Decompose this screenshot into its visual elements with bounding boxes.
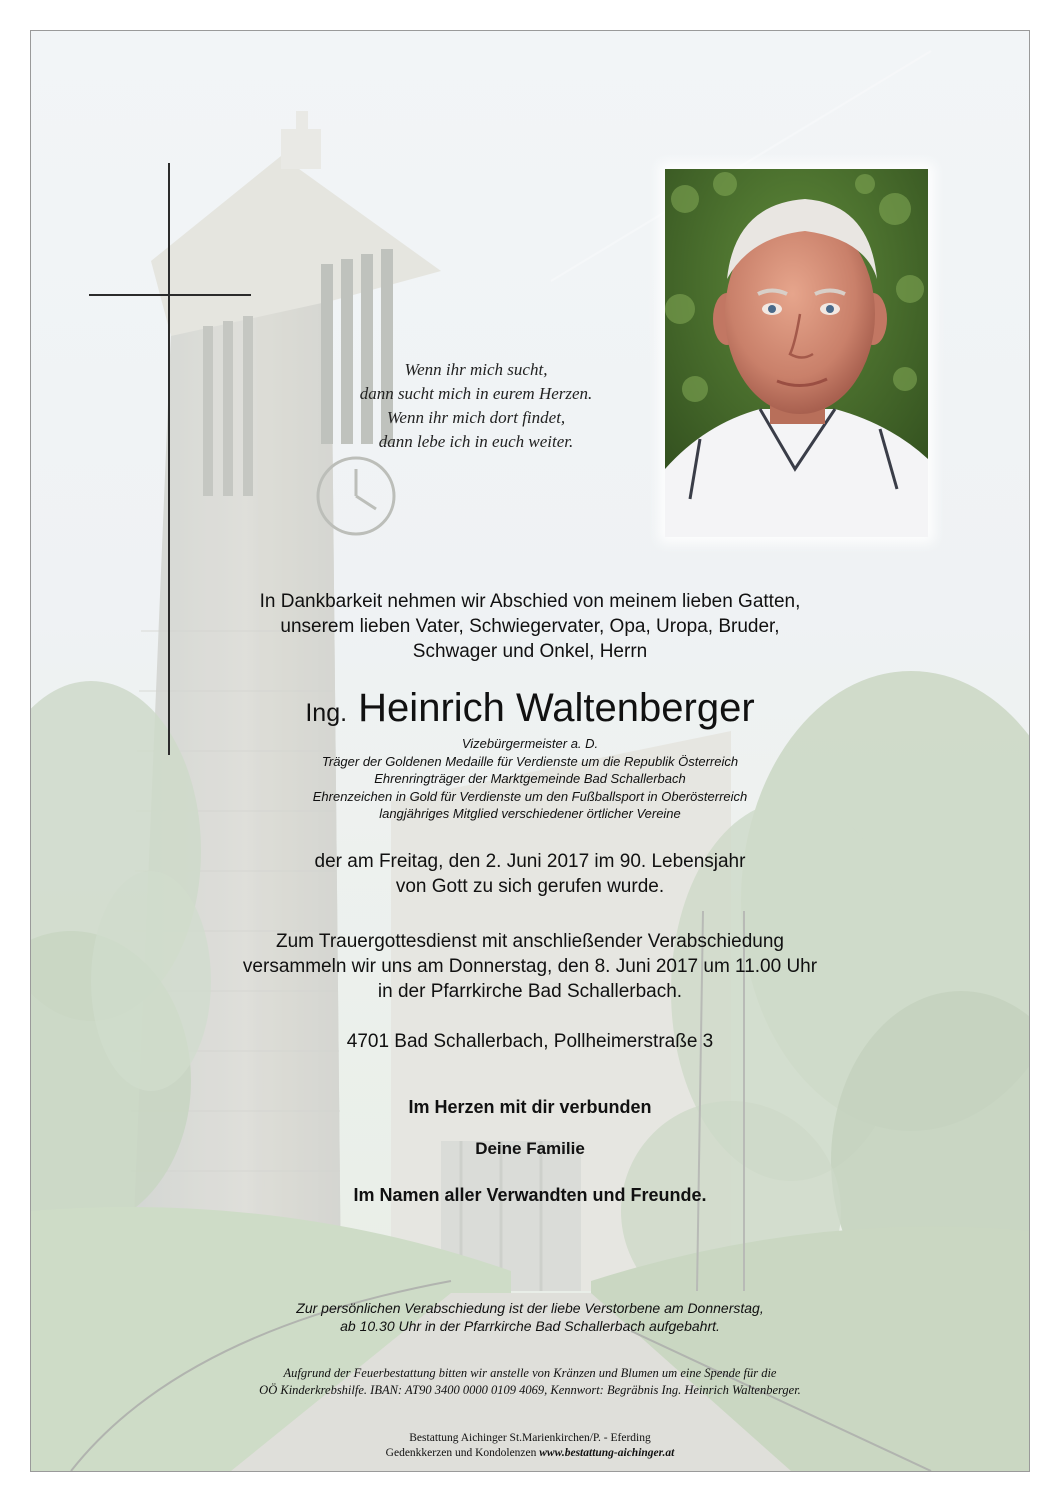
service-line: in der Pfarrkirche Bad Schallerbach. bbox=[377, 981, 683, 1002]
intro-line: In Dankbarkeit nehmen wir Abschied von meinem lieben Gatten, bbox=[259, 591, 801, 612]
obituary-card bbox=[30, 30, 1030, 1472]
honor-item: Ehrenringträger der Marktgemeinde Bad Schallerbach bbox=[374, 771, 686, 786]
poem-line: dann sucht mich in eurem Herzen. bbox=[359, 384, 593, 403]
honor-item: langjähriges Mitglied verschiedener örtlicher Vereine bbox=[379, 806, 681, 821]
funeral-home-name: Bestattung Aichinger St.Marienkirchen/P. - Eferding bbox=[409, 1432, 651, 1444]
deceased-portrait-photo bbox=[665, 169, 928, 537]
poem-line: dann lebe ich in euch weiter. bbox=[378, 432, 574, 451]
viewing-line: ab 10.30 Uhr in der Pfarrkirche Bad Schallerbach aufgebahrt. bbox=[340, 1318, 720, 1334]
closing-line-family: Deine Familie bbox=[475, 1139, 585, 1158]
memorial-poem bbox=[326, 358, 626, 454]
deceased-title: Ing. bbox=[305, 699, 348, 727]
honor-item: Träger der Goldenen Medaille für Verdienste um die Republik Österreich bbox=[321, 753, 739, 769]
viewing-line: Zur persönlichen Verabschiedung ist der liebe Verstorbene am Donnerstag, bbox=[296, 1300, 764, 1316]
condolence-line bbox=[31, 1446, 1029, 1461]
deceased-full-name: Heinrich Waltenberger bbox=[358, 686, 755, 730]
donation-line: Aufgrund der Feuerbestattung bitten wir anstelle von Kränzen und Blumen um eine Spende für die bbox=[283, 1366, 777, 1380]
closing-line-relatives: Im Namen aller Verwandten und Freunde. bbox=[353, 1185, 707, 1205]
death-notice bbox=[31, 849, 1029, 899]
service-line: versammeln wir uns am Donnerstag, den 8. Juni 2017 um 11.00 Uhr bbox=[242, 956, 818, 977]
cross-vertical-bar bbox=[168, 163, 170, 755]
condolence-label: Gedenkkerzen und Kondolenzen bbox=[385, 1447, 537, 1459]
donation-notice bbox=[31, 1365, 1029, 1399]
portrait-illustration bbox=[665, 169, 928, 537]
poem-line: Wenn ihr mich sucht, bbox=[404, 360, 548, 379]
honor-item: Vizebürgermeister a. D. bbox=[461, 736, 599, 751]
poem-line: Wenn ihr mich dort findet, bbox=[386, 408, 566, 427]
intro-line: Schwager und Onkel, Herrn bbox=[412, 641, 648, 662]
farewell-introduction bbox=[31, 589, 1029, 664]
closing-line-heart: Im Herzen mit dir verbunden bbox=[408, 1097, 652, 1117]
funeral-service-info bbox=[31, 929, 1029, 1004]
donation-line: OÖ Kinderkrebshilfe. IBAN: AT90 3400 0000 0109 4069, Kennwort: Begräbnis Ing. Heinrich Waltenberger. bbox=[259, 1383, 801, 1397]
deceased-name bbox=[31, 684, 1029, 737]
service-line: Zum Trauergottesdienst mit anschließender Verabschiedung bbox=[276, 931, 784, 952]
death-line: von Gott zu sich gerufen wurde. bbox=[395, 876, 665, 897]
death-line: der am Freitag, den 2. Juni 2017 im 90. Lebensjahr bbox=[314, 851, 746, 872]
family-address: 4701 Bad Schallerbach, Pollheimerstraße 3 bbox=[346, 1031, 714, 1052]
intro-line: unserem lieben Vater, Schwiegervater, Opa, Uropa, Bruder, bbox=[280, 616, 780, 637]
cross-horizontal-bar bbox=[89, 294, 251, 296]
honor-item: Ehrenzeichen in Gold für Verdienste um den Fußballsport in Oberösterreich bbox=[312, 788, 748, 804]
website-link[interactable]: www.bestattung-aichinger.at bbox=[539, 1447, 675, 1459]
funeral-home-footer bbox=[31, 1431, 1029, 1461]
viewing-notice bbox=[31, 1299, 1029, 1335]
honors-list bbox=[31, 735, 1029, 823]
